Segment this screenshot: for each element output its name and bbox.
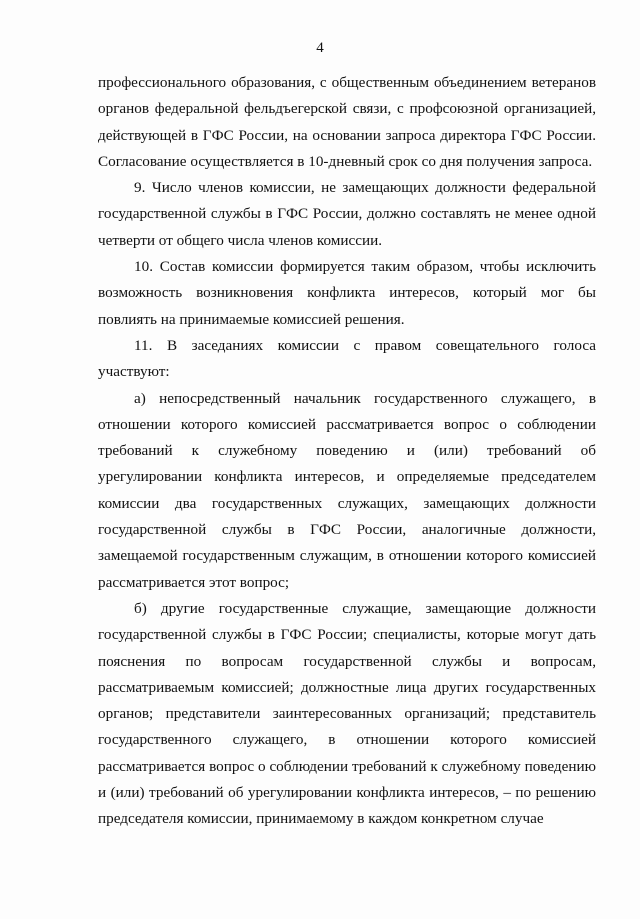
paragraph-item-11: 11. В заседаниях комиссии с правом совещательного голоса участвуют:	[98, 336, 596, 381]
paragraph-continuation: профессионального образования, с общественным объединением ветеранов органов федеральной фельдъегерской связи, с профсоюзной организацией, действующей в ГФС России, на основании запроса директора ГФС России. Согласование осуществляется в 10-дневный срок со дня получения запроса.	[98, 74, 596, 170]
page-number: 4	[316, 40, 324, 56]
paragraph-item-9: 9. Число членов комиссии, не замещающих должности федеральной государственной службы в ГФС России, должно составлять не менее одной четверти от общего числа членов комиссии.	[98, 179, 596, 249]
paragraph-item-11b: б) другие государственные служащие, замещающие должности государственной службы в ГФС России; специалисты, которые могут дать пояснения по вопросам государственной службы и вопросам, рассматриваемым комиссией; должностные лица других государственных органов; представители заинтересованных организаций; представитель государственного служащего, в отношении которого комиссией рассматривается вопрос о соблюдении требований к служебному поведению и (или) требований об урегулировании конфликта интересов, – по решению председателя комиссии, принимаемому в каждом конкретном случае	[98, 599, 596, 828]
paragraph-item-11a: а) непосредственный начальник государственного служащего, в отношении которого комиссией рассматривается вопрос о соблюдении требований к служебному поведению и (или) требований об урегулировании конфликта интересов, и определяемые председателем комиссии два государственных служащих, замещающих должности государственной службы в ГФС России, аналогичные должности, замещаемой государственным служащим, в отношении которого комиссией рассматривается этот вопрос;	[98, 389, 596, 591]
paragraph-item-10: 10. Состав комиссии формируется таким образом, чтобы исключить возможность возникновения конфликта интересов, который мог бы повлиять на принимаемые комиссией решения.	[98, 258, 596, 328]
document-body	[98, 70, 596, 833]
